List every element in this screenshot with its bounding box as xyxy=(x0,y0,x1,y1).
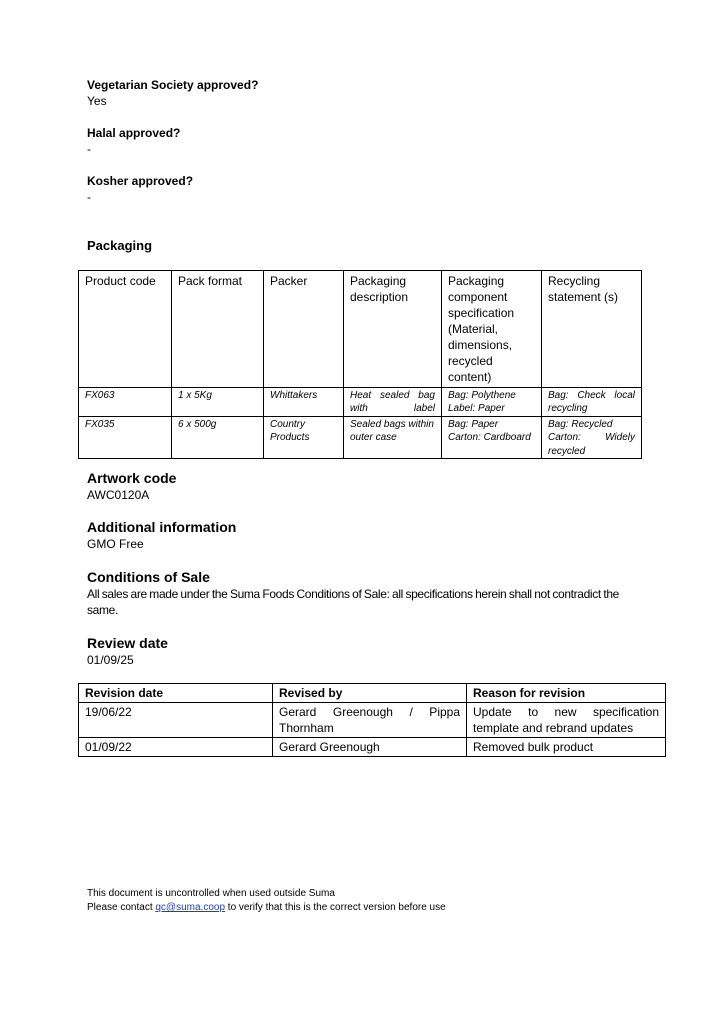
cell-reason: Update to new specification template and rebrand updates xyxy=(467,703,666,738)
cell-recycling-statement: Bag: Check local recycling xyxy=(542,388,642,417)
header-recycling-statement: Recycling statement (s) xyxy=(542,271,642,388)
cell-revised-by: Gerard Greenough / Pippa Thornham xyxy=(273,703,467,738)
halal-value: - xyxy=(87,142,91,156)
cell-packer: Whittakers xyxy=(264,388,344,417)
footer-notice xyxy=(87,887,446,915)
conditions-section xyxy=(87,568,647,618)
table-row xyxy=(79,703,666,738)
revision-header-row xyxy=(79,684,666,703)
header-reason: Reason for revision xyxy=(467,684,666,703)
cell-component-specification xyxy=(442,416,542,458)
additional-heading: Additional information xyxy=(87,519,237,535)
cell-component-specification xyxy=(442,388,542,417)
recycling-line: Bag: Recycled xyxy=(548,418,613,430)
cell-packer: Country Products xyxy=(264,416,344,458)
packaging-heading: Packaging xyxy=(87,238,153,253)
artwork-heading: Artwork code xyxy=(87,470,177,486)
vegetarian-question xyxy=(87,77,258,109)
footer-suffix: to verify that this is the correct version before use xyxy=(225,902,446,913)
review-heading: Review date xyxy=(87,635,168,651)
table-row xyxy=(79,416,642,458)
cell-revision-date: 19/06/22 xyxy=(79,703,273,738)
kosher-value: - xyxy=(87,190,91,204)
component-line: Label: Paper xyxy=(448,403,505,415)
review-section xyxy=(87,634,168,668)
footer-line-1: This document is uncontrolled when used outside Suma xyxy=(87,888,335,899)
additional-section xyxy=(87,518,236,552)
cell-packaging-description: Heat sealed bag with label xyxy=(344,388,442,417)
footer-line-2 xyxy=(87,901,446,915)
table-row xyxy=(79,738,666,757)
cell-pack-format: 6 x 500g xyxy=(172,416,264,458)
vegetarian-value: Yes xyxy=(87,94,107,108)
header-revised-by: Revised by xyxy=(273,684,467,703)
component-line: Carton: Cardboard xyxy=(448,432,531,444)
cell-reason: Removed bulk product xyxy=(467,738,666,757)
component-line: Bag: Polythene xyxy=(448,390,516,401)
cell-packaging-description: Sealed bags within outer case xyxy=(344,416,442,458)
component-line: Bag: Paper xyxy=(448,418,499,430)
conditions-heading: Conditions of Sale xyxy=(87,569,210,585)
revision-table xyxy=(78,683,666,757)
header-pack-format: Pack format xyxy=(172,271,264,388)
kosher-question xyxy=(87,173,193,205)
header-component-specification: Packaging component specification (Material, dimensions, recycled content) xyxy=(442,271,542,388)
conditions-text: All sales are made under the Suma Foods Conditions of Sale: all specifications herein shall not contradict the same. xyxy=(87,587,619,617)
halal-question xyxy=(87,125,180,157)
header-product-code: Product code xyxy=(79,271,172,388)
cell-revised-by: Gerard Greenough xyxy=(273,738,467,757)
cell-pack-format: 1 x 5Kg xyxy=(172,388,264,417)
cell-product-code: FX063 xyxy=(79,388,172,417)
footer-prefix: Please contact xyxy=(87,902,156,913)
header-packer: Packer xyxy=(264,271,344,388)
cell-product-code: FX035 xyxy=(79,416,172,458)
artwork-section xyxy=(87,469,176,503)
recycling-line: Carton: Widely recycled xyxy=(548,432,635,457)
packaging-header-row xyxy=(79,271,642,388)
additional-value: GMO Free xyxy=(87,537,144,551)
halal-label: Halal approved? xyxy=(87,126,181,140)
cell-revision-date: 01/09/22 xyxy=(79,738,273,757)
email-link[interactable]: qc@suma.coop xyxy=(155,902,226,913)
artwork-value: AWC0120A xyxy=(87,488,150,502)
cell-recycling-statement xyxy=(542,416,642,458)
packaging-table xyxy=(78,270,642,459)
kosher-label: Kosher approved? xyxy=(87,174,194,188)
header-revision-date: Revision date xyxy=(79,684,273,703)
review-value: 01/09/25 xyxy=(87,653,134,667)
vegetarian-label: Vegetarian Society approved? xyxy=(87,78,259,92)
table-row xyxy=(79,388,642,417)
header-packaging-description: Packaging description xyxy=(344,271,442,388)
